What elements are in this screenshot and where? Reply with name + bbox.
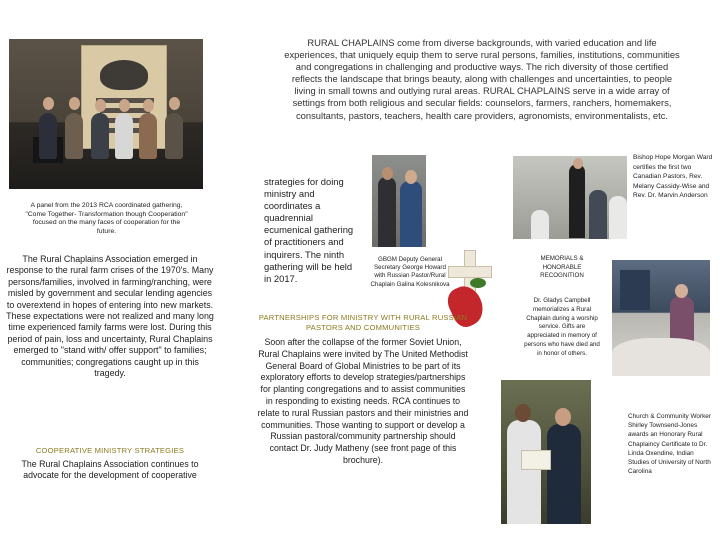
coop-heading: COOPERATIVE MINISTRY STRATEGIES [35,446,185,455]
coop-text: The Rural Chaplains Association continues to advocate for the development of cooperative [21,459,199,480]
intro-paragraph: RURAL CHAPLAINS come from diverse backgrounds, with varied education and life experiences, that uniquely equip them to serve rural persons, families, institutions, communities and congregations in challenging and productive ways. The rich diversity of those certified reflects the landscape that brings beauty, along with challenges and uncertainties, to people living in small towns and outlying rural areas. RURAL CHAPLAINS serve in a wide array of settings from both religious and secular fields: counselors, farmers, ranchers, homemakers, consultants, pastors, teachers, health care providers, agronomists, environmentalists, etc. [284,37,680,121]
bishop-photo [513,156,627,239]
memorials-heading: MEMORIALS & HONORABLE RECOGNITION [540,255,584,280]
strategies-paragraph: strategies for doing ministry and coordinates a quadrennial ecumenical gathering of practitioners and inquirers. The ninth gathering will be held in 2017. [264,176,354,284]
memorials-text: Dr. Gladys Campbell memorializes a Rural Chaplain during a worship service. Gifts are appreciated in memory of persons who have died and in honor of others. [524,297,600,357]
award-caption: Church & Community Worker Shirley Townsend-Jones awards an Honorary Rural Chaplaincy Certificate to Dr. Linda Oxendine, Indian Studies of University of North Carolina [628,413,711,476]
panel-caption: A panel from the 2013 RCA coordinated gathering, "Come Together- Transformation though Cooperation" focused on the many faces of cooperation for the future. [25,202,188,235]
award-photo [501,380,591,524]
gbgm-caption: GBGM Deputy General Secretary George Howard with Russian Pastor/Rural Chaplain Galina Kolesnikova [370,256,450,288]
memorial-photo [612,260,710,376]
bishop-caption: Bishop Hope Morgan Ward certifies the first two Canadian Pastors, Rev. Melany Cassidy-Wise and Rev. Dr. Marvin Anderson [633,154,713,200]
gbgm-photo [372,155,426,247]
partners-text: Soon after the collapse of the former Soviet Union, Rural Chaplains were invited by The United Methodist General Board of Global Ministries to be part of its exploratory efforts to develop strategies/partnerships for planting congregations and to assist communities in responding to existing needs. RCA continues to relate to rural Russian pastors and their ministries and communities. Those wanting to support or develop a Russian pastoral/community partnership should contact Dr. Judy Matheny (see front page of this brochure). [257,337,469,465]
partners-heading: PARTNERSHIPS FOR MINISTRY WITH RURAL RUSSIAN PASTORS AND COMMUNITIES [258,313,468,332]
history-paragraph: The Rural Chaplains Association emerged in response to the rural farm crises of the 1970's. Many persons/families, involved in farming/ranching, were misled by government and secular lending agencies to overextend in hopes of entering into new markets. These expectations were not realized and many long time experienced family farms were lost. During this period of pain, loss and uncertainty, Rural Chaplains emerged to "stand with/ offer support" to families; communities; congregations caught up in this tragedy. [6,254,214,379]
panel-photo [9,39,203,189]
